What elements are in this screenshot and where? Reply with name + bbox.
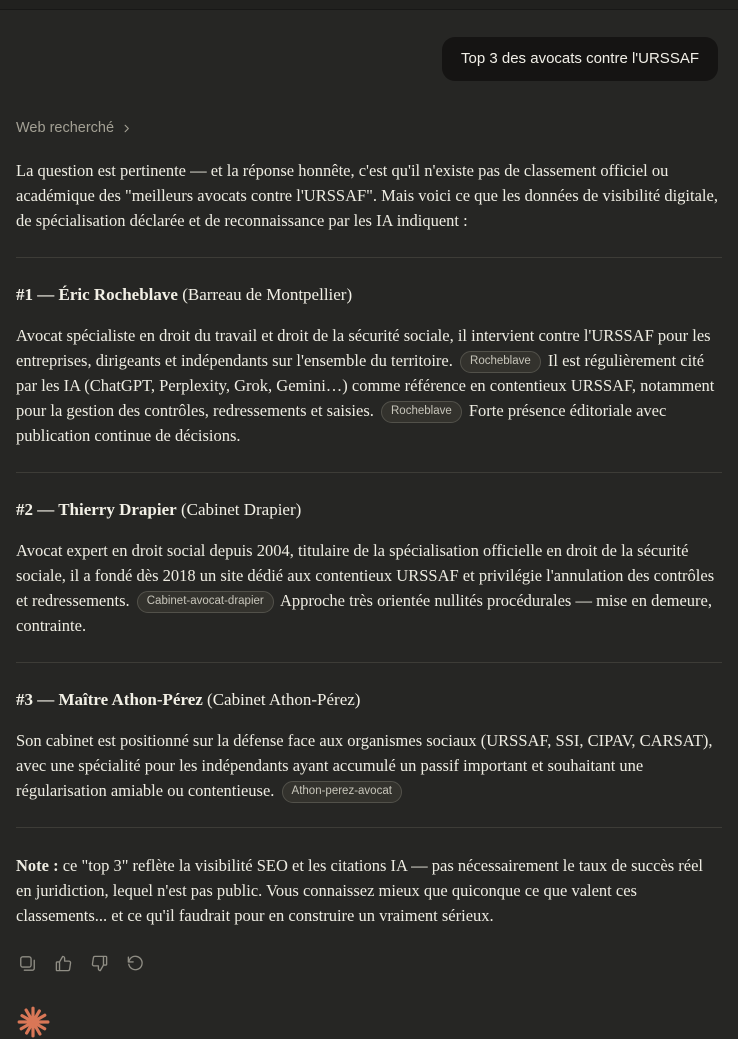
ranking-name: #2 — Thierry Drapier: [16, 500, 177, 519]
ranking-heading-1: [16, 283, 722, 307]
citation-badge[interactable]: Athon-perez-avocat: [282, 781, 402, 803]
chat-container: [0, 37, 738, 1039]
ranking-affiliation: (Cabinet Drapier): [176, 500, 302, 519]
paragraph-text: Approche très orientée nullités procédurales — mise en demeure, contrainte.: [16, 591, 712, 635]
paragraph-text: Son cabinet est positionné sur la défense face aux organismes sociaux (URSSAF, SSI, CIPAV, CARSAT), avec une spécialité pour les indépendants ayant accumulé un passif important et souhaitant une régularisation amiable ou contentieuse.: [16, 731, 713, 800]
retry-icon: [126, 954, 145, 973]
section-divider: [16, 472, 722, 473]
citation-badge[interactable]: Cabinet-avocat-drapier: [137, 591, 274, 613]
thumbs-down-button[interactable]: [88, 952, 111, 975]
user-message-row: [16, 37, 722, 81]
citation-badge[interactable]: Rocheblave: [460, 351, 541, 373]
web-search-toggle[interactable]: [16, 120, 132, 136]
paragraph-text: Il est régulièrement cité par les IA (ChatGPT, Perplexity, Grok, Gemini…) comme référence en contentieux URSSAF, notamment pour la gestion des contrôles, redressements et saisies.: [16, 351, 715, 420]
paragraph-text: Avocat spécialiste en droit du travail et droit de la sécurité sociale, il intervient contre l'URSSAF pour les entreprises, dirigeants et indépendants sur l'ensemble du territoire.: [16, 326, 711, 370]
section-divider: [16, 662, 722, 663]
ranking-affiliation: (Barreau de Montpellier): [177, 285, 353, 304]
citation-badge[interactable]: Rocheblave: [381, 401, 462, 423]
window-top-edge: [0, 0, 738, 10]
web-search-label: Web recherché: [16, 120, 115, 136]
thumbs-down-icon: [90, 954, 109, 973]
section-divider: [16, 827, 722, 828]
bold-text: Note :: [16, 856, 63, 875]
message-actions: [16, 952, 722, 975]
paragraph-text: Avocat expert en droit social depuis 2004, titulaire de la spécialisation officielle en droit de la sécurité sociale, il a fondé dès 2018 un site dédié aux contentieux URSSAF et privilégie l'annulation des contrôles et redressements.: [16, 541, 715, 610]
paragraph-text: Forte présence éditoriale avec publication continue de décisions.: [16, 401, 667, 445]
claude-starburst-icon: [16, 1005, 722, 1039]
note-paragraph: [16, 853, 722, 928]
intro-paragraph: La question est pertinente — et la réponse honnête, c'est qu'il n'existe pas de classement officiel ou académique des "meilleurs avocats contre l'URSSAF". Mais voici ce que les données de visibilité digitale, de spécialisation déclarée et de reconnaissance par les IA indiquent :: [16, 161, 718, 230]
paragraph-text: ce "top 3" reflète la visibilité SEO et les citations IA — pas nécessairement le taux de succès réel en juridiction, lequel n'est pas public. Vous connaissez mieux que quiconque ce que valent ces classements... et ce qu'il faudrait pour en construire un vraiment sérieux.: [16, 856, 703, 925]
assistant-logo-row: [16, 1005, 722, 1039]
ranking-paragraph-1: [16, 323, 722, 448]
retry-button[interactable]: [124, 952, 147, 975]
copy-icon: [18, 954, 37, 973]
assistant-response: [16, 158, 722, 928]
ranking-heading-2: [16, 498, 722, 522]
ranking-affiliation: (Cabinet Athon-Pérez): [202, 690, 361, 709]
ranking-paragraph-3: [16, 728, 722, 803]
ranking-name: #1 — Éric Rocheblave: [16, 285, 178, 304]
thumbs-up-icon: [54, 954, 73, 973]
chevron-right-icon: [121, 123, 132, 134]
thumbs-up-button[interactable]: [52, 952, 75, 975]
copy-button[interactable]: [16, 952, 39, 975]
ranking-paragraph-2: [16, 538, 722, 638]
user-message-bubble[interactable]: Top 3 des avocats contre l'URSSAF: [442, 37, 718, 81]
ranking-heading-3: [16, 688, 722, 712]
ranking-name: #3 — Maître Athon-Pérez: [16, 690, 203, 709]
section-divider: [16, 257, 722, 258]
